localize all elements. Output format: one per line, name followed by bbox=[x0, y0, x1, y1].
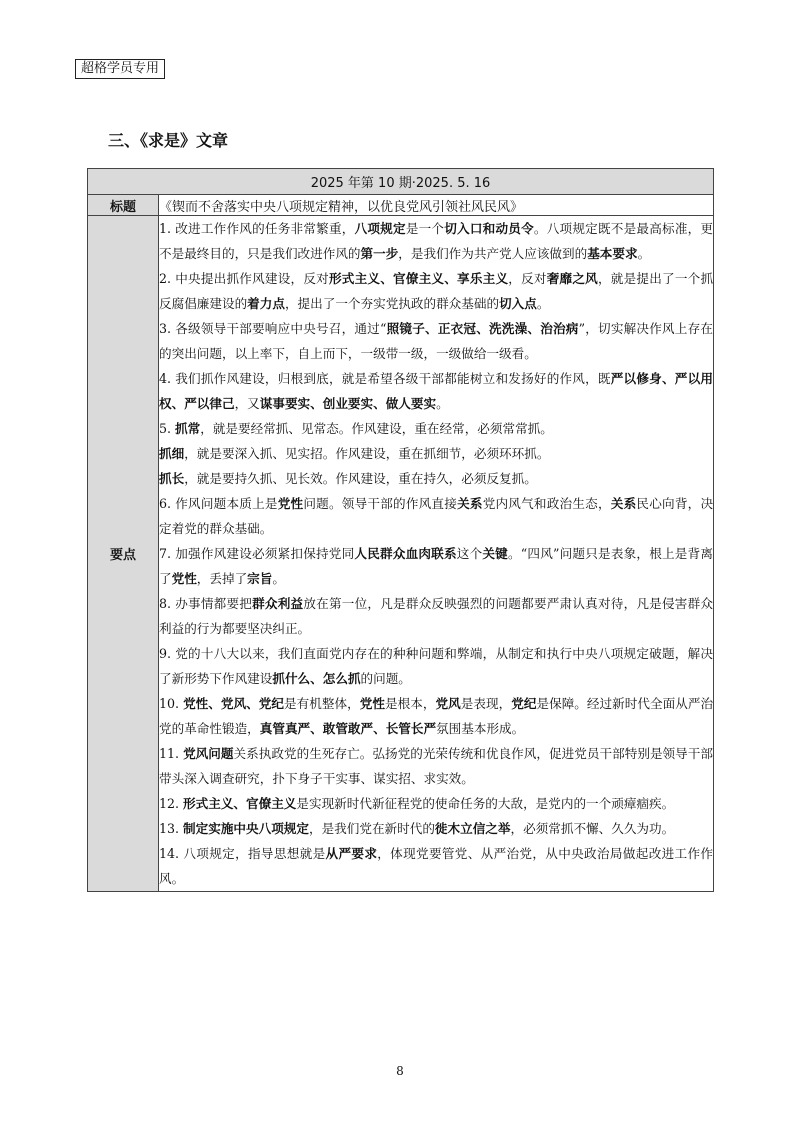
key-point-emphasis: 形式主义、官僚主义、享乐主义 bbox=[328, 271, 509, 286]
key-point-text: 12. bbox=[159, 796, 184, 811]
key-point-emphasis: 制定实施中央八项规定 bbox=[183, 821, 309, 836]
key-point-emphasis: 着力点 bbox=[247, 296, 285, 311]
key-point-text: 是有机整体， bbox=[284, 696, 360, 711]
key-point bbox=[159, 266, 713, 316]
key-point-text: 是一个 bbox=[405, 221, 445, 236]
key-point-text: 。 bbox=[536, 296, 550, 311]
section-title: 三、《求是》文章 bbox=[108, 131, 229, 150]
key-point-emphasis: 徙木立信之举 bbox=[434, 821, 511, 836]
key-point bbox=[159, 841, 713, 891]
key-point bbox=[159, 691, 713, 741]
key-point-text: ，是我们党在新时代的 bbox=[308, 821, 435, 836]
key-point-emphasis: 关系 bbox=[457, 496, 483, 511]
key-point-text: 11. bbox=[159, 746, 184, 761]
key-point bbox=[159, 316, 713, 366]
key-point-emphasis: 党风 bbox=[435, 696, 461, 711]
title-label: 标题 bbox=[88, 195, 159, 216]
key-point-emphasis: 党风问题 bbox=[183, 746, 234, 761]
key-point bbox=[159, 791, 713, 816]
key-point bbox=[159, 416, 713, 441]
key-point-text: 9. 党的十八大以来，我们直面党内存在的种种问题和弊端，从制定和执行中央八项规定破题，解决了新形势下作风建设 bbox=[159, 646, 713, 686]
key-point-emphasis: 党性 bbox=[277, 496, 304, 511]
key-point-emphasis: 基本要求 bbox=[587, 246, 638, 261]
key-point-emphasis: 抓常 bbox=[175, 421, 201, 436]
key-point-text: 。八项规定既不是最高标准，更不是最终目的，只是我们改进作风的 bbox=[159, 221, 714, 261]
key-point-text: 这个 bbox=[456, 546, 483, 561]
points-list bbox=[159, 216, 714, 892]
key-point-emphasis: 形式主义、官僚主义 bbox=[183, 796, 297, 811]
key-point-emphasis: 党性、党风、党纪 bbox=[183, 696, 285, 711]
student-only-stamp: 超格学员专用 bbox=[75, 59, 165, 79]
key-point-text: 。 bbox=[272, 571, 285, 586]
points-label: 要点 bbox=[88, 216, 159, 892]
key-point-emphasis: 抓长 bbox=[159, 471, 185, 486]
key-point-text: 是实现新时代新征程党的使命任务的大敌，是党内的一个顽瘴痼疾。 bbox=[296, 796, 675, 811]
key-point bbox=[159, 216, 713, 266]
key-point-text: 3. 各级领导干部要响应中央号召，通过“ bbox=[159, 321, 387, 336]
key-point-text: 。“四风”问题只是表象，根上是背离了 bbox=[159, 546, 713, 586]
key-point-emphasis: 党纪 bbox=[511, 696, 537, 711]
key-point bbox=[159, 466, 713, 491]
key-point-emphasis: 严以修身、严以用权、严以律己 bbox=[159, 371, 713, 411]
issue-header-row bbox=[88, 169, 714, 195]
key-point-text: ，必须常抓不懈、久久为功。 bbox=[510, 821, 675, 836]
key-point-emphasis: 切入口和动员令 bbox=[444, 221, 534, 236]
key-point-emphasis: 真管真严、敢管敢严、长管长严 bbox=[259, 721, 437, 736]
key-point bbox=[159, 591, 713, 641]
key-point bbox=[159, 816, 713, 841]
key-point-emphasis: 谋事要实、创业要实、做人要实 bbox=[259, 396, 437, 411]
key-point-text: ，体现党要管党、从严治党，从中央政治局做起改进工作作风。 bbox=[159, 846, 713, 886]
key-point-emphasis: 人民群众血肉联系 bbox=[354, 546, 457, 561]
key-point-text: 是根本， bbox=[384, 696, 436, 711]
key-point bbox=[159, 441, 713, 466]
key-point-emphasis: 抓什么、怎么抓 bbox=[272, 671, 361, 686]
key-point-emphasis: 八项规定 bbox=[354, 221, 406, 236]
key-point-text: 。 bbox=[637, 246, 651, 261]
article-table bbox=[87, 168, 714, 892]
issue-header: 2025 年第 10 期·2025. 5. 16 bbox=[88, 169, 714, 195]
key-point bbox=[159, 541, 713, 591]
key-point-emphasis: 关系 bbox=[610, 496, 637, 511]
key-point-emphasis: 抓细 bbox=[159, 446, 185, 461]
key-point-text: 氛围基本形成。 bbox=[436, 721, 525, 736]
key-point-text: 问题。领导干部的作风直接 bbox=[303, 496, 458, 511]
key-point-emphasis: 群众利益 bbox=[252, 596, 304, 611]
key-point-text: 是保障。经过新时代全面从严治党的革命性锻造， bbox=[159, 696, 714, 736]
key-point-text: ，就是要经常抓、见常态。作风建设，重在经常，必须常常抓。 bbox=[200, 421, 553, 436]
key-point-text: 。 bbox=[436, 396, 449, 411]
title-row bbox=[88, 195, 714, 216]
key-point-emphasis: 第一步 bbox=[360, 246, 399, 261]
key-point-text: 1. 改进工作作风的任务非常繁重， bbox=[159, 221, 355, 236]
page-number: 8 bbox=[396, 1064, 404, 1078]
key-point-emphasis: 党性 bbox=[359, 696, 385, 711]
key-point bbox=[159, 741, 713, 791]
key-point bbox=[159, 491, 713, 541]
key-point-emphasis: 切入点 bbox=[499, 296, 537, 311]
key-point-text: 是表现， bbox=[460, 696, 512, 711]
key-point-text: 13. bbox=[159, 821, 184, 836]
key-point-text: 5. bbox=[159, 421, 176, 436]
key-point-text: ，就是要持久抓、见长效。作风建设，重在持久，必须反复抓。 bbox=[184, 471, 537, 486]
key-point-emphasis: 关键 bbox=[482, 546, 508, 561]
key-point-text: ，又 bbox=[234, 396, 260, 411]
key-point-text: 6. 作风问题本质上是 bbox=[159, 496, 278, 511]
key-point-text: ，是我们作为共产党人应该做到的 bbox=[398, 246, 588, 261]
key-point-emphasis: 宗旨 bbox=[247, 571, 273, 586]
key-point-text: ”，切实解决作风上存在的突出问题，以上率下，自上而下，一级带一级，一级做给一级看。 bbox=[159, 321, 713, 361]
key-point-text: 党内风气和政治生态， bbox=[482, 496, 611, 511]
key-point-text: 10. bbox=[159, 696, 184, 711]
key-point bbox=[159, 366, 713, 416]
key-point-text: 14. 八项规定，指导思想就是 bbox=[159, 846, 326, 861]
key-point-text: 2. 中央提出抓作风建设，反对 bbox=[159, 271, 329, 286]
key-point-text: ，丢掉了 bbox=[196, 571, 248, 586]
key-point-text: 民心向背，决定着党的群众基础。 bbox=[159, 496, 714, 536]
key-point-emphasis: 党性 bbox=[171, 571, 197, 586]
key-point-text: 4. 我们抓作风建设，归根到底，就是希望各级干部都能树立和发扬好的作风，既 bbox=[159, 371, 611, 386]
key-point-text: ，就是提出了一个抓反腐倡廉建设的 bbox=[159, 271, 714, 311]
key-point-text: ，反对 bbox=[508, 271, 547, 286]
key-point-emphasis: 从严要求 bbox=[325, 846, 378, 861]
points-row bbox=[88, 216, 714, 892]
key-point-text: 关系执政党的生死存亡。弘扬党的光荣传统和优良作风，促进党员干部特别是领导干部带头深入调查研究，扑下身子干实事、谋实招、求实效。 bbox=[159, 746, 714, 786]
key-point-text: ，就是要深入抓、见实招。作风建设，重在抓细节，必须环环抓。 bbox=[184, 446, 550, 461]
key-point-text: 7. 加强作风建设必须紧扣保持党同 bbox=[159, 546, 355, 561]
article-title: 《锲而不舍落实中央八项规定精神，以优良党风引领社风民风》 bbox=[159, 195, 714, 216]
key-point-emphasis: 照镜子、正衣冠、洗洗澡、治治病 bbox=[386, 321, 579, 336]
key-point bbox=[159, 641, 713, 691]
key-point-text: 8. 办事情都要把 bbox=[159, 596, 253, 611]
key-point-text: 放在第一位，凡是群众反映强烈的问题都要严肃认真对待，凡是侵害群众利益的行为都要坚决纠正。 bbox=[159, 596, 714, 636]
key-point-emphasis: 奢靡之风 bbox=[546, 271, 598, 286]
key-point-text: 的问题。 bbox=[360, 671, 411, 686]
key-point-text: ，提出了一个夯实党执政的群众基础的 bbox=[284, 296, 500, 311]
